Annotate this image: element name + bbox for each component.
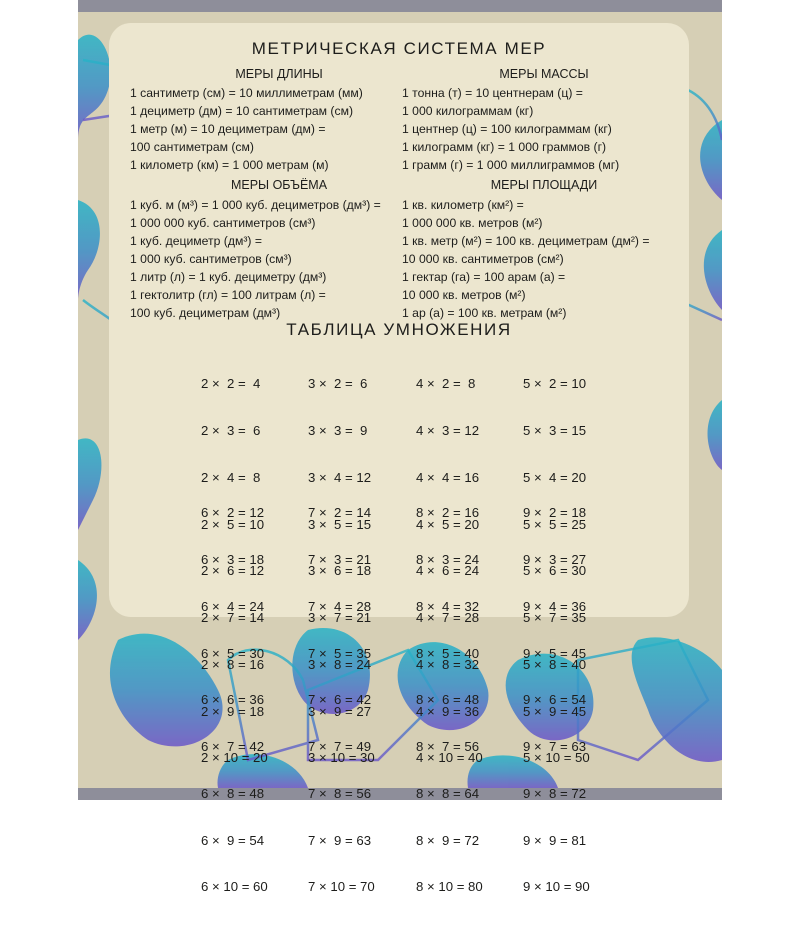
multiplication-row: 9 × 8 = 72 (523, 785, 587, 801)
multiplication-row: 6 × 4 = 24 (201, 598, 265, 614)
multiplication-row: 4 × 2 = 8 (416, 376, 476, 392)
multiplication-row: 2 × 9 = 18 (201, 703, 265, 719)
multiplication-row: 7 × 8 = 56 (308, 785, 372, 801)
multiplication-row: 3 × 6 = 18 (308, 563, 372, 579)
volume-line: 100 куб. дециметрам (дм³) (130, 306, 281, 320)
multiplication-row: 7 × 7 = 49 (308, 739, 372, 755)
area-line: 10 000 кв. метров (м²) (402, 288, 526, 302)
volume-line: 1 000 000 куб. сантиметров (см³) (130, 216, 316, 230)
multiplication-row: 4 × 8 = 32 (416, 656, 480, 672)
multiplication-row: 6 × 9 = 54 (201, 832, 265, 848)
multiplication-row: 9 × 9 = 81 (523, 832, 587, 848)
multiplication-row: 5 × 3 = 15 (523, 422, 587, 438)
multiplication-row: 4 × 5 = 20 (416, 516, 480, 532)
multiplication-row: 5 × 10 = 50 (523, 750, 590, 766)
volume-line: 1 000 куб. сантиметров (см³) (130, 252, 292, 266)
area-heading: МЕРЫ ПЛОЩАДИ (490, 178, 598, 192)
multiplication-row: 4 × 6 = 24 (416, 563, 480, 579)
multiplication-row: 8 × 9 = 72 (416, 832, 480, 848)
multiplication-row: 8 × 3 = 24 (416, 551, 480, 567)
multiplication-row: 8 × 2 = 16 (416, 505, 480, 521)
area-line: 1 кв. километр (км²) = (402, 198, 524, 212)
multiplication-row: 9 × 4 = 36 (523, 598, 587, 614)
area-line: 1 кв. метр (м²) = 100 кв. дециметрам (дм²) = (402, 234, 650, 248)
multiplication-row: 3 × 10 = 30 (308, 750, 375, 766)
mass-line: 1 грамм (г) = 1 000 миллиграммов (мг) (402, 158, 620, 172)
area-line: 1 гектар (га) = 100 арам (а) = (402, 270, 566, 284)
multiplication-row: 6 × 10 = 60 (201, 879, 268, 895)
multiplication-row: 9 × 3 = 27 (523, 551, 587, 567)
area-line: 1 ар (а) = 100 кв. метрам (м²) (402, 306, 567, 320)
multiplication-row: 6 × 3 = 18 (201, 551, 265, 567)
length-line: 1 метр (м) = 10 дециметрам (дм) = (130, 122, 326, 136)
multiplication-row: 3 × 4 = 12 (308, 469, 372, 485)
multiplication-block-6 (201, 474, 268, 926)
multiplication-row: 3 × 2 = 6 (308, 376, 368, 392)
multiplication-row: 4 × 4 = 16 (416, 469, 480, 485)
multiplication-row: 3 × 9 = 27 (308, 703, 372, 719)
multiplication-row: 8 × 6 = 48 (416, 692, 480, 708)
multiplication-row: 3 × 7 = 21 (308, 610, 372, 626)
reference-panel (109, 23, 689, 895)
mass-line: 1 000 килограммам (кг) (402, 104, 534, 118)
cover-bottom-edge (78, 785, 722, 801)
length-line: 1 сантиметр (см) = 10 миллиметрам (мм) (130, 86, 363, 100)
multiplication-row: 6 × 5 = 30 (201, 645, 265, 661)
multiplication-block-8 (416, 474, 483, 926)
multiplication-row: 2 × 3 = 6 (201, 422, 261, 438)
multiplication-row: 2 × 7 = 14 (201, 610, 265, 626)
multiplication-row: 5 × 9 = 45 (523, 703, 587, 719)
mass-heading: МЕРЫ МАССЫ (499, 67, 589, 81)
multiplication-heading: ТАБЛИЦА УМНОЖЕНИЯ (286, 320, 512, 339)
multiplication-row: 3 × 3 = 9 (308, 422, 368, 438)
area-line: 1 000 000 кв. метров (м²) (402, 216, 543, 230)
multiplication-row: 4 × 3 = 12 (416, 422, 480, 438)
multiplication-row: 2 × 4 = 8 (201, 469, 261, 485)
mass-line: 1 тонна (т) = 10 центнерам (ц) = (402, 86, 583, 100)
multiplication-row: 2 × 2 = 4 (201, 376, 261, 392)
volume-line: 1 гектолитр (гл) = 100 литрам (л) = (130, 288, 326, 302)
multiplication-row: 6 × 8 = 48 (201, 785, 265, 801)
length-heading: МЕРЫ ДЛИНЫ (235, 67, 323, 81)
mass-line: 1 центнер (ц) = 100 килограммам (кг) (402, 122, 612, 136)
length-line: 1 дециметр (дм) = 10 сантиметрам (см) (130, 104, 354, 118)
volume-line: 1 литр (л) = 1 куб. дециметру (дм³) (130, 270, 327, 284)
length-line: 100 сантиметрам (см) (130, 140, 254, 154)
multiplication-row: 7 × 10 = 70 (308, 879, 375, 895)
multiplication-row: 6 × 7 = 42 (201, 739, 265, 755)
multiplication-row: 8 × 5 = 40 (416, 645, 480, 661)
multiplication-row: 3 × 8 = 24 (308, 656, 372, 672)
multiplication-row: 7 × 6 = 42 (308, 692, 372, 708)
multiplication-row: 5 × 4 = 20 (523, 469, 587, 485)
volume-line: 1 куб. дециметр (дм³) = (130, 234, 262, 248)
multiplication-row: 6 × 6 = 36 (201, 692, 265, 708)
cover-top-edge (78, 0, 722, 12)
multiplication-row: 9 × 2 = 18 (523, 505, 587, 521)
multiplication-row: 9 × 5 = 45 (523, 645, 587, 661)
multiplication-block-7 (308, 474, 375, 926)
multiplication-row: 2 × 6 = 12 (201, 563, 265, 579)
multiplication-row: 8 × 10 = 80 (416, 879, 483, 895)
multiplication-row: 2 × 10 = 20 (201, 750, 268, 766)
multiplication-row: 2 × 5 = 10 (201, 516, 265, 532)
multiplication-row: 5 × 8 = 40 (523, 656, 587, 672)
multiplication-row: 3 × 5 = 15 (308, 516, 372, 532)
multiplication-row: 7 × 9 = 63 (308, 832, 372, 848)
multiplication-row: 7 × 2 = 14 (308, 505, 372, 521)
multiplication-row: 9 × 7 = 63 (523, 739, 587, 755)
multiplication-row: 5 × 7 = 35 (523, 610, 587, 626)
area-line: 10 000 кв. сантиметров (см²) (402, 252, 564, 266)
volume-line: 1 куб. м (м³) = 1 000 куб. дециметров (дм³) = (130, 198, 381, 212)
multiplication-row: 2 × 8 = 16 (201, 656, 265, 672)
multiplication-row: 4 × 10 = 40 (416, 750, 483, 766)
multiplication-row: 9 × 10 = 90 (523, 879, 590, 895)
multiplication-row: 7 × 4 = 28 (308, 598, 372, 614)
multiplication-row: 7 × 3 = 21 (308, 551, 372, 567)
volume-heading: МЕРЫ ОБЪЁМА (230, 178, 328, 192)
multiplication-row: 8 × 8 = 64 (416, 785, 480, 801)
multiplication-row: 4 × 9 = 36 (416, 703, 480, 719)
multiplication-row: 5 × 6 = 30 (523, 563, 587, 579)
multiplication-row: 8 × 4 = 32 (416, 598, 480, 614)
multiplication-row: 6 × 2 = 12 (201, 505, 265, 521)
multiplication-row: 4 × 7 = 28 (416, 610, 480, 626)
multiplication-row: 7 × 5 = 35 (308, 645, 372, 661)
multiplication-block-9 (523, 474, 590, 926)
multiplication-row: 8 × 7 = 56 (416, 739, 480, 755)
multiplication-row: 5 × 2 = 10 (523, 376, 587, 392)
multiplication-row: 5 × 5 = 25 (523, 516, 587, 532)
length-line: 1 километр (км) = 1 000 метрам (м) (130, 158, 329, 172)
mass-line: 1 килограмм (кг) = 1 000 граммов (г) (402, 140, 607, 154)
page-title: МЕТРИЧЕСКАЯ СИСТЕМА МЕР (251, 39, 547, 58)
multiplication-row: 9 × 6 = 54 (523, 692, 587, 708)
